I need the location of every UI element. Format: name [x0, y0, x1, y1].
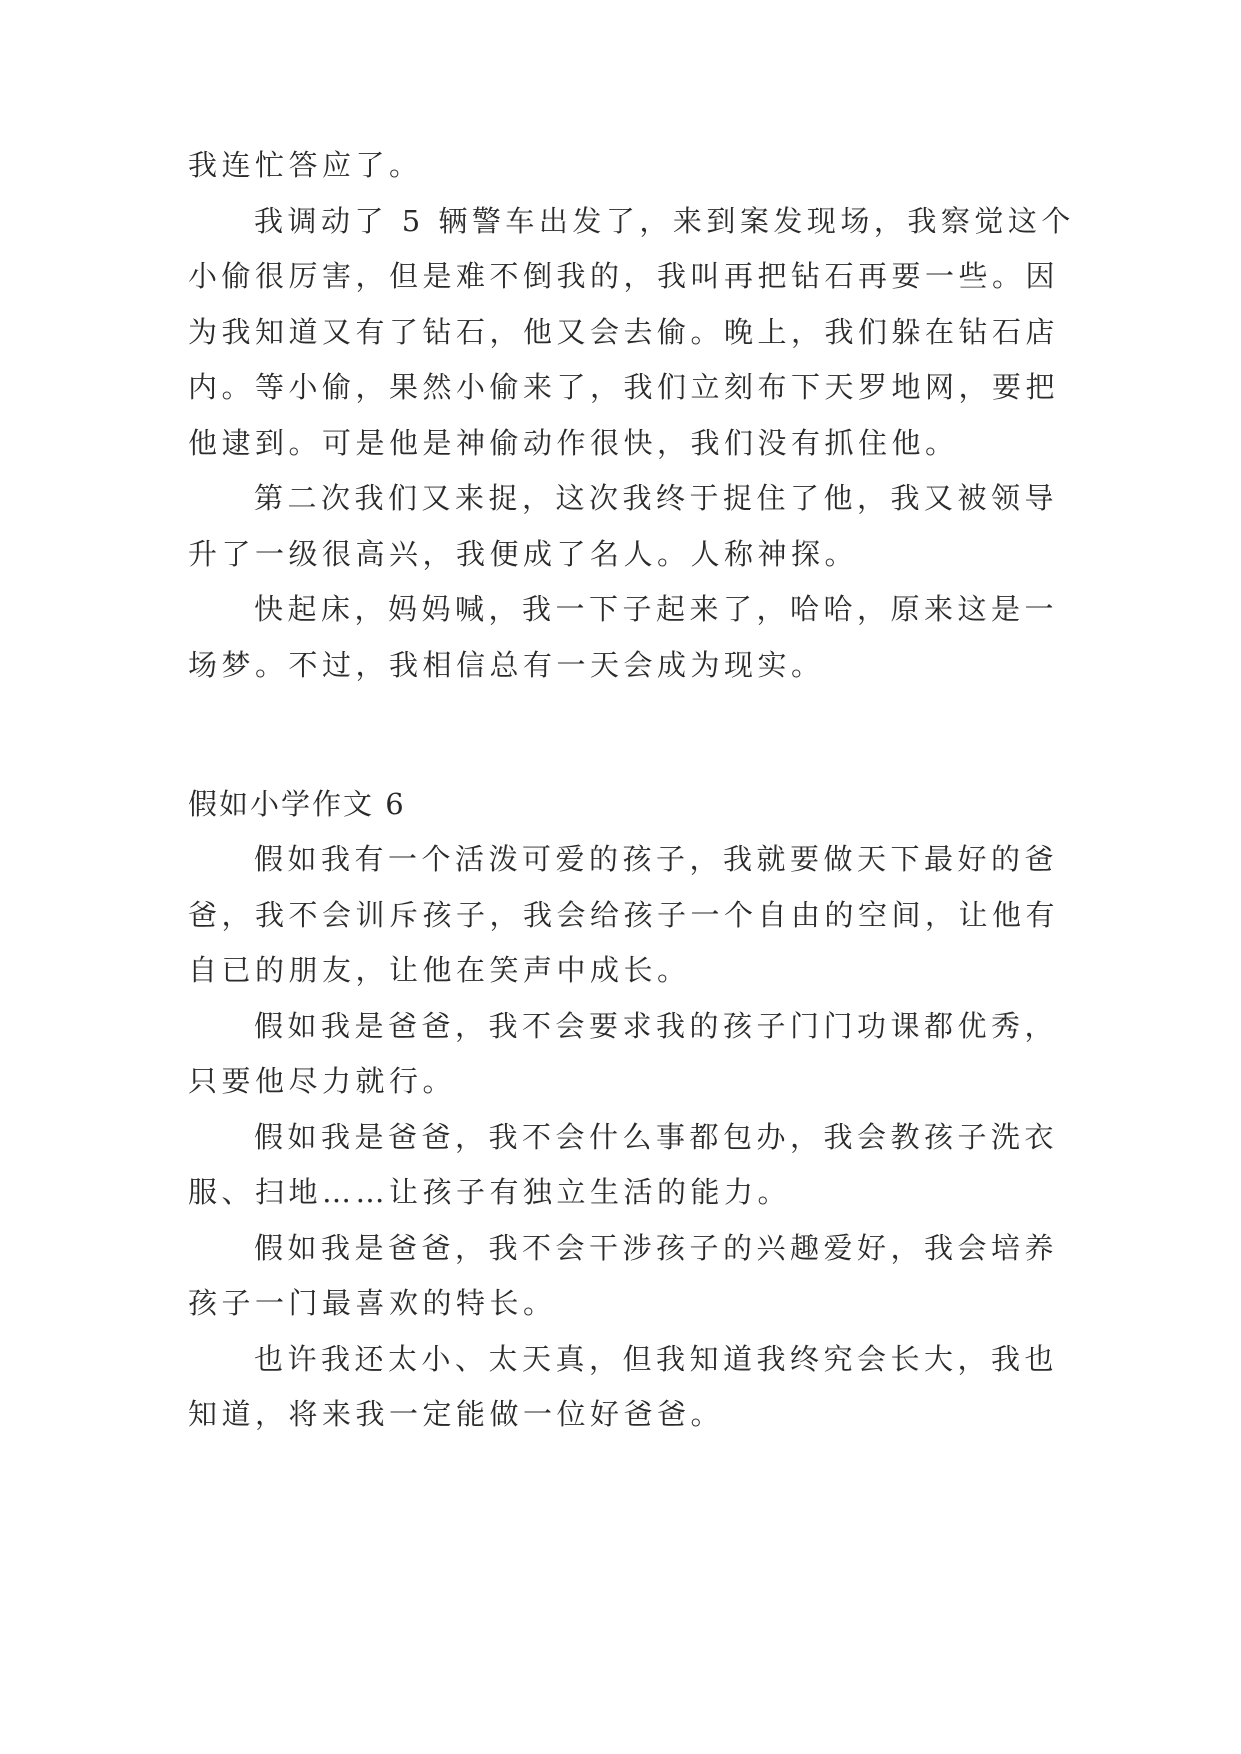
text-line: 内。等小偷，果然小偷来了，我们立刻布下天罗地网，要把	[188, 370, 1060, 404]
text-line: 升了一级很高兴，我便成了名人。人称神探。	[188, 537, 859, 571]
paragraph-first-line: 快起床，妈妈喊，我一下子起来了，哈哈，原来这是一	[254, 592, 1059, 626]
text-line: 孩子一门最喜欢的特长。	[188, 1286, 557, 1320]
text-line: 我连忙答应了。	[188, 148, 423, 182]
text-line: 小偷很厉害，但是难不倒我的，我叫再把钻石再要一些。因	[188, 259, 1060, 293]
paragraph-first-line: 也许我还太小、太天真，但我知道我终究会长大，我也	[254, 1342, 1059, 1376]
section-title: 假如小学作文 6	[188, 787, 406, 821]
text-line: 服、扫地……让孩子有独立生活的能力。	[188, 1175, 792, 1209]
text-line: 场梦。不过，我相信总有一天会成为现实。	[188, 648, 825, 682]
text-line: 为我知道又有了钻石，他又会去偷。晚上，我们躲在钻石店	[188, 315, 1060, 349]
paragraph-first-line: 第二次我们又来捉，这次我终于捉住了他，我又被领导	[254, 481, 1059, 515]
paragraph-first-line: 我调动了 5 辆警车出发了，来到案发现场，我察觉这个	[254, 204, 1075, 238]
text-line: 自已的朋友，让他在笑声中成长。	[188, 953, 691, 987]
text-line: 他逮到。可是他是神偷动作很快，我们没有抓住他。	[188, 426, 959, 460]
text-line: 知道，将来我一定能做一位好爸爸。	[188, 1397, 725, 1431]
paragraph-first-line: 假如我有一个活泼可爱的孩子，我就要做天下最好的爸	[254, 842, 1059, 876]
text-line: 爸，我不会训斥孩子，我会给孩子一个自由的空间，让他有	[188, 898, 1060, 932]
paragraph-first-line: 假如我是爸爸，我不会干涉孩子的兴趣爱好，我会培养	[254, 1231, 1059, 1265]
text-line: 只要他尽力就行。	[188, 1064, 457, 1098]
paragraph-first-line: 假如我是爸爸，我不会要求我的孩子门门功课都优秀，	[254, 1009, 1059, 1043]
paragraph-first-line: 假如我是爸爸，我不会什么事都包办，我会教孩子洗衣	[254, 1120, 1059, 1154]
